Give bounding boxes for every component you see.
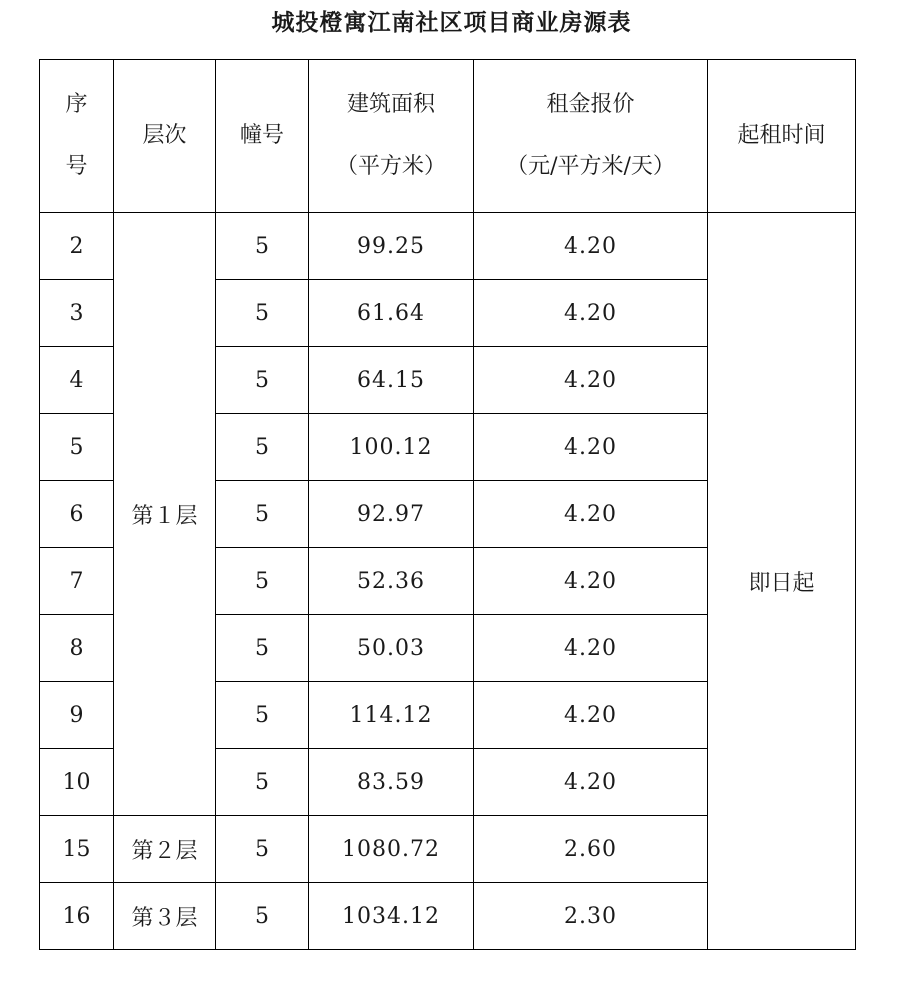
cell-area: 114.12 [309, 682, 474, 749]
cell-rent: 2.60 [474, 816, 708, 883]
cell-area: 92.97 [309, 481, 474, 548]
cell-building: 5 [216, 883, 309, 950]
cell-seq: 16 [40, 883, 114, 950]
header-area-line1: 建筑面积 [346, 92, 435, 117]
header-seq [40, 60, 114, 213]
cell-seq: 9 [40, 682, 114, 749]
cell-area: 83.59 [309, 749, 474, 816]
cell-seq: 2 [40, 213, 114, 280]
cell-rent: 4.20 [474, 682, 708, 749]
cell-area: 100.12 [309, 414, 474, 481]
cell-seq: 4 [40, 347, 114, 414]
cell-area: 99.25 [309, 213, 474, 280]
header-floor: 层次 [114, 60, 216, 213]
cell-building: 5 [216, 481, 309, 548]
header-building: 幢号 [216, 60, 309, 213]
cell-seq: 6 [40, 481, 114, 548]
table-row [40, 213, 856, 280]
cell-building: 5 [216, 414, 309, 481]
cell-area: 64.15 [309, 347, 474, 414]
header-seq-line2: 号 [65, 154, 88, 179]
cell-rent: 4.20 [474, 481, 708, 548]
cell-building: 5 [216, 548, 309, 615]
cell-building: 5 [216, 749, 309, 816]
cell-seq: 10 [40, 749, 114, 816]
cell-floor-group-2: 第２层 [114, 816, 216, 883]
cell-building: 5 [216, 213, 309, 280]
cell-building: 5 [216, 615, 309, 682]
cell-rent: 4.20 [474, 548, 708, 615]
header-seq-line1: 序 [65, 92, 88, 117]
cell-building: 5 [216, 682, 309, 749]
cell-rent: 4.20 [474, 414, 708, 481]
cell-seq: 15 [40, 816, 114, 883]
cell-floor-group-3: 第３层 [114, 883, 216, 950]
header-area-line2: （平方米） [335, 154, 446, 179]
cell-rent: 4.20 [474, 749, 708, 816]
header-rent-line1: 租金报价 [546, 92, 635, 117]
cell-floor-group-1: 第１层 [114, 213, 216, 816]
cell-area: 1034.12 [309, 883, 474, 950]
header-rent [474, 60, 708, 213]
cell-seq: 8 [40, 615, 114, 682]
cell-rent: 4.20 [474, 213, 708, 280]
cell-start-time: 即日起 [708, 213, 856, 950]
cell-rent: 4.20 [474, 615, 708, 682]
header-row [40, 60, 856, 213]
cell-seq: 5 [40, 414, 114, 481]
cell-building: 5 [216, 280, 309, 347]
cell-building: 5 [216, 347, 309, 414]
cell-rent: 4.20 [474, 347, 708, 414]
cell-area: 52.36 [309, 548, 474, 615]
header-start-time: 起租时间 [708, 60, 856, 213]
cell-seq: 3 [40, 280, 114, 347]
header-rent-line2: （元/平方米/天） [506, 154, 675, 179]
cell-area: 61.64 [309, 280, 474, 347]
document-title: 城投橙寓江南社区项目商业房源表 [271, 9, 632, 36]
listing-table [39, 59, 856, 950]
cell-area: 50.03 [309, 615, 474, 682]
cell-seq: 7 [40, 548, 114, 615]
cell-rent: 2.30 [474, 883, 708, 950]
cell-rent: 4.20 [474, 280, 708, 347]
header-area [309, 60, 474, 213]
cell-building: 5 [216, 816, 309, 883]
cell-area: 1080.72 [309, 816, 474, 883]
